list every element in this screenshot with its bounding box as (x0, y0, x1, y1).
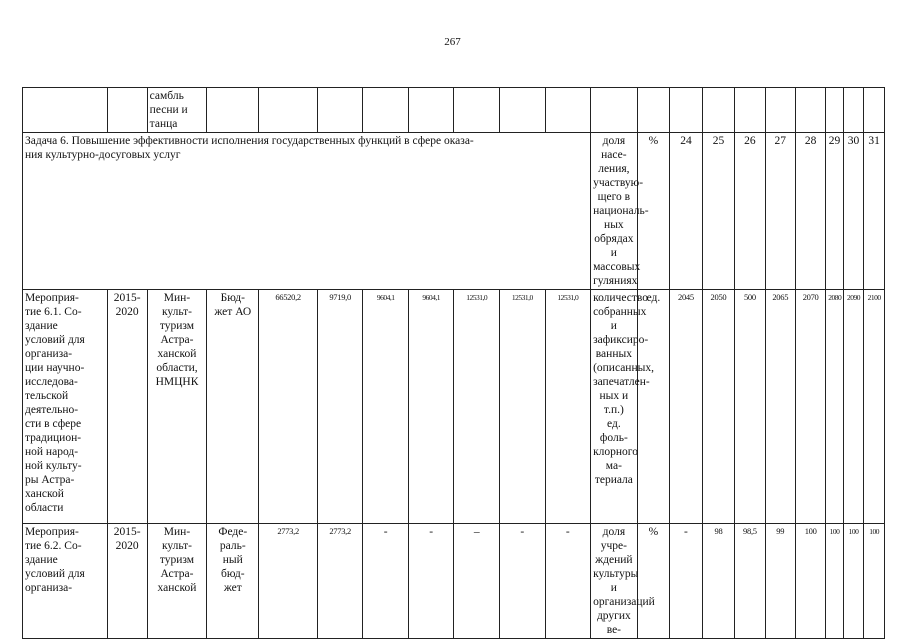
value-cell: 26 (735, 133, 765, 290)
value-cell: 500 (735, 290, 765, 524)
value-cell: 30 (843, 133, 864, 290)
unit-cell: % (637, 524, 670, 639)
source-cell: Феде- раль- ный бюд- жет (207, 524, 259, 639)
value-cell: 2090 (843, 290, 864, 524)
finance-cell: 9604,1 (408, 290, 454, 524)
finance-cell: - (500, 524, 546, 639)
value-cell: - (670, 524, 703, 639)
executor-cell: Мин- культ- туризм Астра- ханской (147, 524, 207, 639)
value-cell: 2080 (826, 290, 843, 524)
value-cell: 2065 (765, 290, 795, 524)
value-cell: 98 (702, 524, 735, 639)
value-cell: 27 (765, 133, 795, 290)
value-cell: 100 (843, 524, 864, 639)
value-cell: 100 (826, 524, 843, 639)
indicator-cell: количество собранных и зафиксиро- ванных (описанных, запечатлен- ных и т.п.) ед. фоль- клорного ма- териала (591, 290, 638, 524)
source-cell: Бюд- жет АО (207, 290, 259, 524)
value-cell: 25 (702, 133, 735, 290)
finance-cell: 12531,0 (545, 290, 591, 524)
finance-cell: 66520,2 (259, 290, 318, 524)
finance-cell: - (408, 524, 454, 639)
executor-cell: Мин- культ- туризм Астра- ханской области, НМЦНК (147, 290, 207, 524)
finance-cell: - (363, 524, 409, 639)
unit-cell: ед. (637, 290, 670, 524)
measure-name: Мероприя- тие 6.1. Со- здание условий для организа- ции научно- исследова- тельской деятельно- сти в сфере традицион- ной народ- ной культу- ры Астра- ханской области (23, 290, 108, 524)
value-cell: 100 (864, 524, 885, 639)
page-number: 267 (444, 36, 461, 48)
indicator-cell: доля учре- ждений культуры и организаций других ве- (591, 524, 638, 639)
finance-cell: 9719,0 (317, 290, 363, 524)
value-cell: 29 (826, 133, 843, 290)
finance-cell: 2773,2 (317, 524, 363, 639)
value-cell: 98,5 (735, 524, 765, 639)
finance-cell: 12531,0 (454, 290, 500, 524)
program-table (22, 87, 885, 639)
task-title: Задача 6. Повышение эффективности исполнения государственных функций в сфере оказа- ния культурно-досуговых услуг (23, 133, 591, 290)
finance-cell: - (545, 524, 591, 639)
finance-cell: 9604,1 (363, 290, 409, 524)
table-row (23, 88, 885, 133)
table-row (23, 133, 885, 290)
finance-cell: 2773,2 (259, 524, 318, 639)
period-cell: 2015- 2020 (107, 524, 147, 639)
measure-name: Мероприя- тие 6.2. Со- здание условий для организа- (23, 524, 108, 639)
finance-cell: 12531,0 (500, 290, 546, 524)
table-row (23, 524, 885, 639)
value-cell: 28 (795, 133, 825, 290)
value-cell: 2070 (795, 290, 825, 524)
value-cell: 31 (864, 133, 885, 290)
unit-cell: % (637, 133, 670, 290)
table-row (23, 290, 885, 524)
value-cell: 100 (795, 524, 825, 639)
value-cell: 2050 (702, 290, 735, 524)
value-cell: 99 (765, 524, 795, 639)
executor-cell: самбль песни и танца (147, 88, 207, 133)
indicator-cell: доля насе- ления, участвую- щего в националь- ных обрядах и массовых гуляниях (591, 133, 638, 290)
value-cell: 2100 (864, 290, 885, 524)
finance-cell: – (454, 524, 500, 639)
value-cell: 24 (670, 133, 703, 290)
period-cell: 2015- 2020 (107, 290, 147, 524)
value-cell: 2045 (670, 290, 703, 524)
